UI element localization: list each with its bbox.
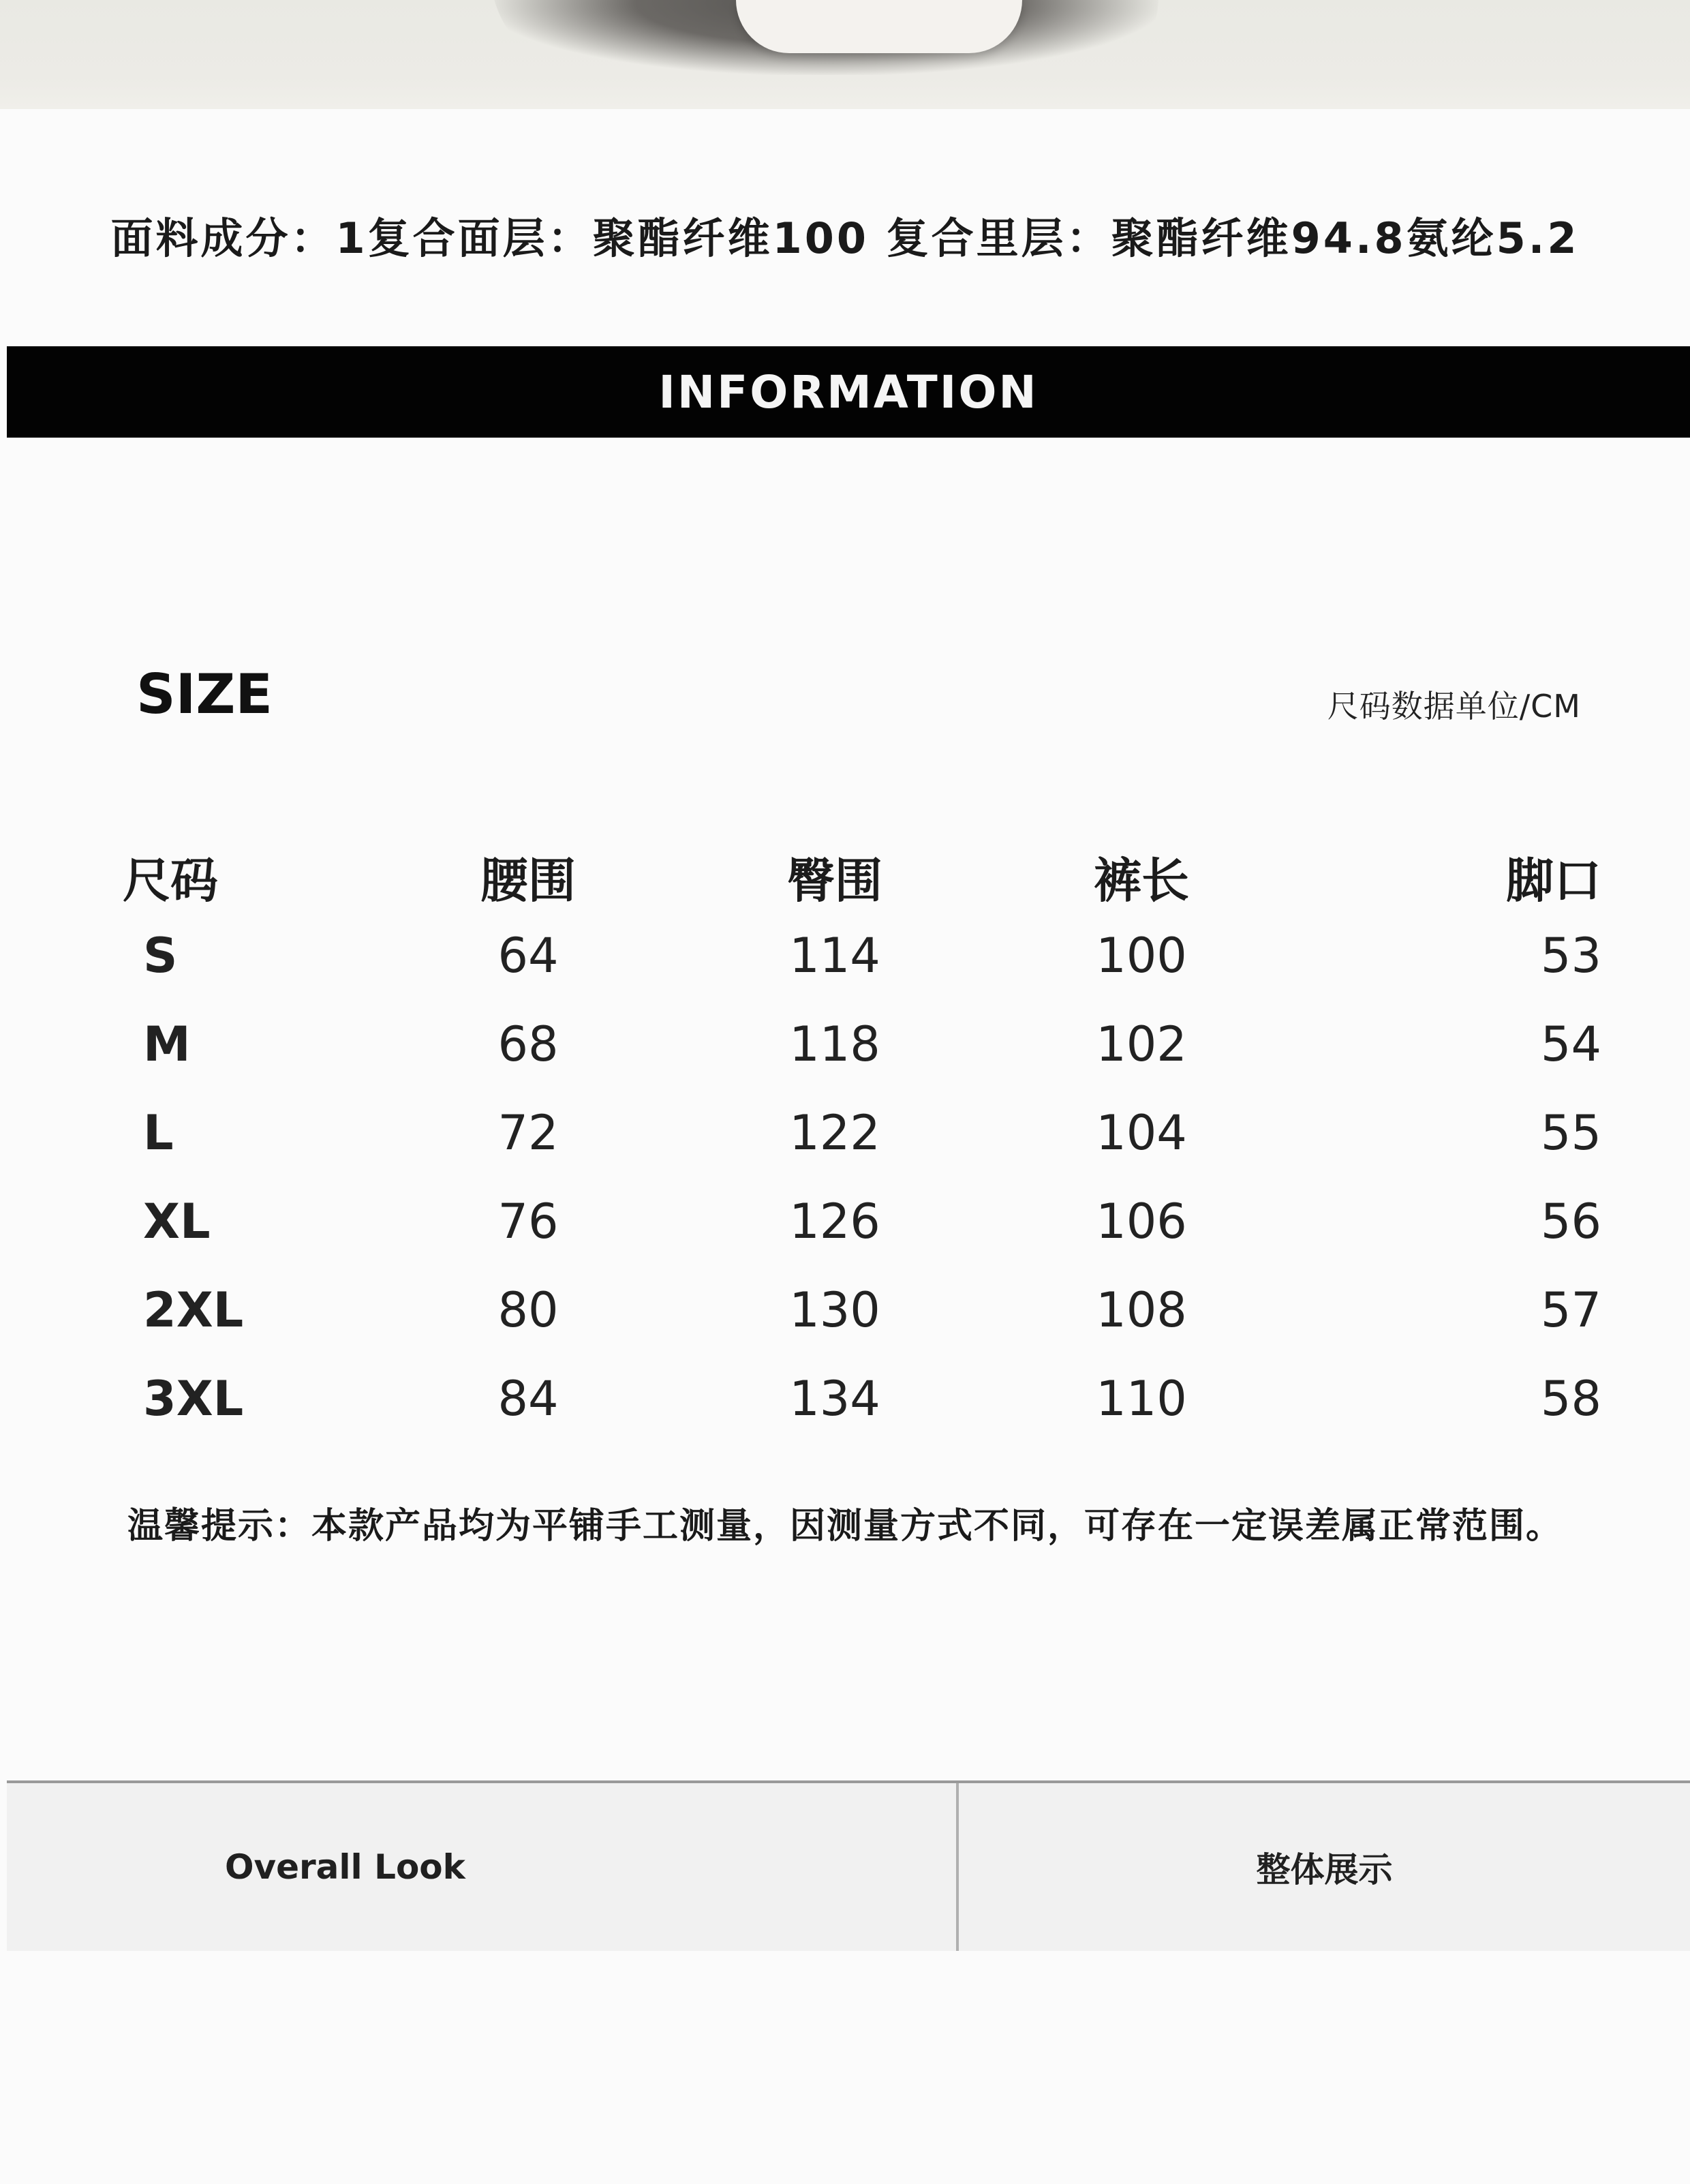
cell-waist: 72	[497, 1105, 559, 1161]
table-row	[123, 1089, 1601, 1177]
cell-size: XL	[143, 1194, 211, 1249]
cell-size: M	[143, 1016, 191, 1072]
table-row	[123, 911, 1601, 1000]
fabric-composition: 面料成分：1复合面层：聚酯纤维100 复合里层：聚酯纤维94.8氨纶5.2	[110, 213, 1580, 263]
cell-hip: 126	[789, 1194, 880, 1249]
cell-size: 2XL	[143, 1282, 244, 1338]
cell-waist: 80	[497, 1282, 559, 1338]
cell-leg-opening: 56	[1540, 1194, 1601, 1249]
information-banner-title: INFORMATION	[658, 365, 1039, 419]
cell-length: 102	[1096, 1016, 1187, 1072]
cell-waist: 68	[497, 1016, 559, 1072]
cell-hip: 134	[789, 1371, 880, 1427]
cell-waist: 84	[497, 1371, 559, 1427]
table-row	[123, 1000, 1601, 1089]
cell-length: 110	[1096, 1371, 1187, 1427]
cell-size: L	[143, 1105, 174, 1161]
product-photo-fragment	[0, 0, 1690, 109]
tab-overall-look[interactable]	[7, 1783, 959, 1951]
table-row	[123, 1266, 1601, 1354]
cell-leg-opening: 55	[1540, 1105, 1601, 1161]
tab-overall-display[interactable]	[959, 1783, 1690, 1951]
cell-leg-opening: 58	[1540, 1371, 1601, 1427]
shoe-sole	[736, 0, 1022, 53]
tab-overall-look-label: Overall Look	[225, 1847, 465, 1887]
cell-waist: 76	[497, 1194, 559, 1249]
header-hip: 臀围	[787, 853, 882, 909]
cell-leg-opening: 54	[1540, 1016, 1601, 1072]
bottom-tab-bar	[7, 1780, 1690, 1951]
cell-hip: 118	[789, 1016, 880, 1072]
cell-hip: 130	[789, 1282, 880, 1338]
cell-length: 106	[1096, 1194, 1187, 1249]
cell-length: 104	[1096, 1105, 1187, 1161]
header-leg-opening: 脚口	[1506, 853, 1601, 909]
cell-leg-opening: 53	[1540, 928, 1601, 984]
cell-length: 100	[1096, 928, 1187, 984]
cell-size: 3XL	[143, 1371, 244, 1427]
table-row	[123, 1354, 1601, 1443]
information-banner	[7, 346, 1690, 438]
header-length: 裤长	[1094, 853, 1189, 909]
measurement-note: 温馨提示：本款产品均为平铺手工测量，因测量方式不同，可存在一定误差属正常范围。	[127, 1506, 1563, 1547]
header-size: 尺码	[123, 853, 218, 909]
cell-length: 108	[1096, 1282, 1187, 1338]
header-waist: 腰围	[480, 853, 576, 909]
cell-hip: 114	[789, 928, 880, 984]
size-table	[123, 843, 1601, 1443]
cell-size: S	[143, 928, 178, 984]
size-title: SIZE	[136, 663, 273, 726]
cell-leg-opening: 57	[1540, 1282, 1601, 1338]
table-row	[123, 1177, 1601, 1266]
size-table-header-row	[123, 843, 1601, 911]
unit-note: 尺码数据单位/CM	[1327, 688, 1581, 725]
cell-waist: 64	[497, 928, 559, 984]
tab-overall-display-label: 整体展示	[1256, 1850, 1393, 1890]
cell-hip: 122	[789, 1105, 880, 1161]
